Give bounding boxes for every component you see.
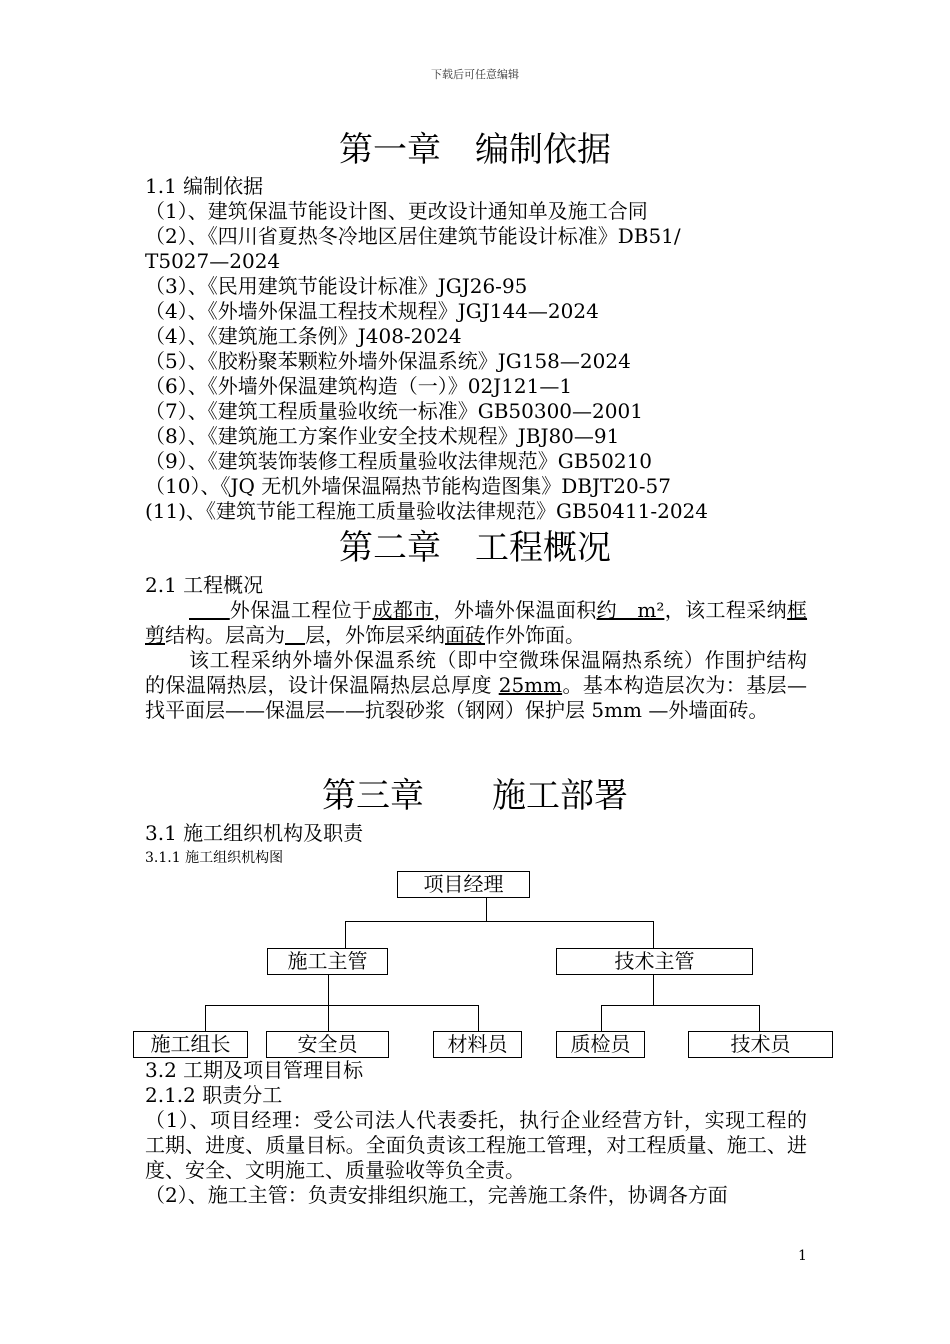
org-connector [653,975,654,1006]
org-connector [601,1005,760,1006]
blank-project-name [189,598,230,622]
page-number: 1 [798,1248,807,1264]
section-1-1: 1.1 编制依据 [145,174,264,198]
org-connector [601,1005,602,1031]
wall-area: 约 m² [596,598,665,622]
org-connector [345,921,346,948]
basis-item: （9）、《建筑装饰装修工程质量验收法律规范》GB50210 [145,449,653,473]
basis-item: （6）、《外墙外保温建筑构造（一）》02J121—1 [145,374,573,398]
org-node-quality-inspector: 质检员 [556,1031,645,1058]
basis-item: （2）、《四川省夏热冬冷地区居住建筑节能设计标准》DB51/ [145,224,681,248]
chapter2-title: 第二章 工程概况 [339,528,611,568]
structure-type: 框剪 [145,598,808,647]
basis-item: T5027—2024 [145,249,281,273]
org-connector [328,975,329,1006]
basis-item: （1）、建筑保温节能设计图、更改设计通知单及施工合同 [145,199,648,223]
org-node-team-leader: 施工组长 [133,1031,248,1058]
org-node-technical-supervisor: 技术主管 [556,948,753,975]
duty-project-manager: （1）、项目经理：受公司法人代表委托，执行企业经营方针，实现工程的工期、进度、质量目标。全面负责该工程施工管理，对工程质量、施工、进度、安全、文明施工、质量验收等负全责。 [145,1108,807,1182]
section-3-2: 3.2 工期及项目管理目标 [145,1058,364,1082]
blank-floors [285,623,305,647]
insulation-thickness: 25mm [498,673,563,697]
org-node-material-officer: 材料员 [433,1031,522,1058]
chapter1-title: 第一章 编制依据 [339,130,611,170]
subsection-3-1-1: 3.1.1 施工组织机构图 [145,850,284,866]
org-connector [345,921,654,922]
page-header: 下载后可任意编辑 [431,68,519,81]
basis-item: （3）、《民用建筑节能设计标准》JGJ26-95 [145,274,528,298]
basis-item: (11)、《建筑节能工程施工质量验收法律规范》GB50411-2024 [145,499,709,523]
duty-construction-supervisor: （2）、施工主管：负责安排组织施工，完善施工条件，协调各方面 [145,1183,728,1207]
overview-paragraph-2: 该工程采纳外墙外保温系统（即中空微珠保温隔热系统）作围护结构的保温隔热层，设计保温隔热层总厚度 25mm。基本构造层次为：基层—找平面层——保温层——抗裂砂浆（钢网）保护层 5mm —外墙面砖。 [145,648,808,722]
section-2-1-2: 2.1.2 职责分工 [145,1083,283,1107]
basis-item: （4）、《建筑施工条例》J408-2024 [145,324,462,348]
city: 成都市 [372,598,434,622]
org-node-construction-supervisor: 施工主管 [267,948,388,975]
org-connector [205,1005,206,1031]
org-node-technician: 技术员 [688,1031,833,1058]
basis-item: （5）、《胶粉聚苯颗粒外墙外保温系统》JG158—2024 [145,349,631,373]
section-2-1: 2.1 工程概况 [145,573,264,597]
basis-item: （8）、《建筑施工方案作业安全技术规程》JBJ80—91 [145,424,620,448]
basis-item: （7）、《建筑工程质量验收统一标准》GB50300—2001 [145,399,643,423]
basis-item: （4）、《外墙外保温工程技术规程》JGJ144—2024 [145,299,599,323]
finish-material: 面砖 [445,623,485,647]
org-connector [486,898,487,922]
org-node-project-manager: 项目经理 [397,871,530,898]
org-node-safety-officer: 安全员 [266,1031,389,1058]
section-3-1: 3.1 施工组织机构及职责 [145,821,364,845]
overview-paragraph-1: 外保温工程位于成都市，外墙外保温面积约 m²，该工程采纳框剪结构。层高为 层，外饰层采纳面砖作外饰面。 [145,598,808,647]
basis-item: （10）、《JQ 无机外墙保温隔热节能构造图集》DBJT20-57 [145,474,671,498]
org-connector [205,1005,479,1006]
org-connector [328,1005,329,1031]
org-connector [653,921,654,948]
org-connector [759,1005,760,1031]
chapter3-title: 第三章 施工部署 [322,776,628,816]
org-connector [478,1005,479,1031]
